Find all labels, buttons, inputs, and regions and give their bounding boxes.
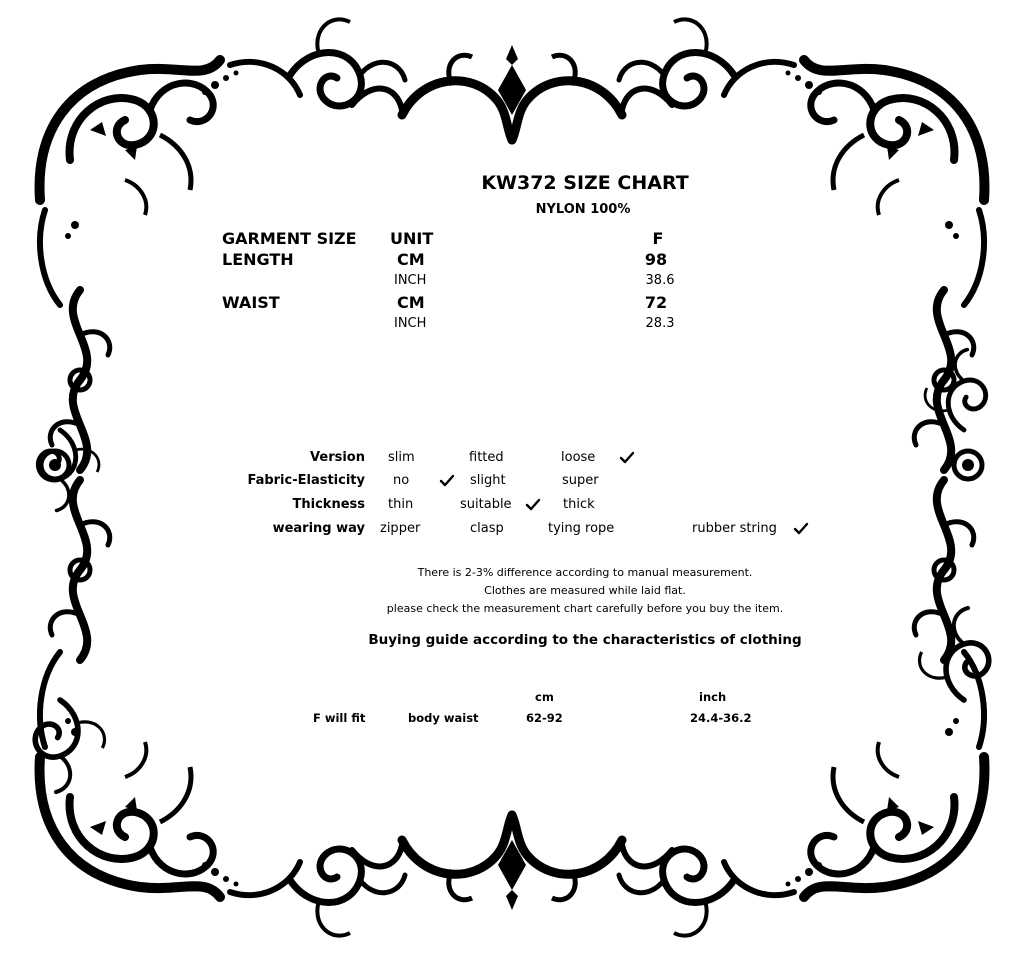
version-label: Version xyxy=(310,450,365,465)
elasticity-option-super: super xyxy=(562,473,599,488)
waist-cm-value: 72 xyxy=(644,293,668,312)
guide-inch-header: inch xyxy=(699,690,727,704)
check-icon xyxy=(525,497,541,513)
version-option-slim: slim xyxy=(388,450,415,465)
wearing-option-tying-rope: tying rope xyxy=(548,521,615,536)
wearing-option-rubber-string: rubber string xyxy=(692,521,777,536)
thickness-option-thin: thin xyxy=(388,497,414,512)
version-option-fitted: fitted xyxy=(469,450,504,465)
elasticity-option-no: no xyxy=(393,473,410,488)
chart-title: KW372 SIZE CHART xyxy=(481,172,689,194)
note-line-2: Clothes are measured while laid flat. xyxy=(484,584,686,597)
wearing-option-zipper: zipper xyxy=(380,521,421,536)
waist-cm-unit: CM xyxy=(397,293,425,312)
waist-inch-unit: INCH xyxy=(394,316,427,331)
check-icon xyxy=(619,450,635,466)
version-option-loose: loose xyxy=(561,450,596,465)
check-icon xyxy=(439,473,455,489)
buying-guide-heading: Buying guide according to the characteristics of clothing xyxy=(368,632,802,648)
length-inch-unit: INCH xyxy=(394,273,427,288)
length-cm-unit: CM xyxy=(397,250,425,269)
thickness-option-suitable: suitable xyxy=(460,497,512,512)
wearing-way-label: wearing way xyxy=(272,521,365,536)
wearing-option-clasp: clasp xyxy=(470,521,504,536)
length-label: LENGTH xyxy=(222,250,294,269)
garment-size-header: GARMENT SIZE xyxy=(222,229,357,248)
check-icon xyxy=(793,521,809,537)
guide-inch-value: 24.4-36.2 xyxy=(690,711,752,725)
length-cm-value: 98 xyxy=(644,250,668,269)
unit-header: UNIT xyxy=(390,229,434,248)
elasticity-option-slight: slight xyxy=(470,473,506,488)
waist-label: WAIST xyxy=(222,293,280,312)
note-line-1: There is 2-3% difference according to manual measurement. xyxy=(417,566,753,579)
fabric-elasticity-label: Fabric-Elasticity xyxy=(247,473,365,488)
thickness-option-thick: thick xyxy=(563,497,595,512)
thickness-label: Thickness xyxy=(292,497,365,512)
size-f-header: F xyxy=(652,229,664,248)
waist-inch-value: 28.3 xyxy=(645,316,675,331)
length-inch-value: 38.6 xyxy=(645,273,675,288)
note-line-3: please check the measurement chart carefully before you buy the item. xyxy=(386,602,784,615)
material-label: NYLON 100% xyxy=(535,202,631,217)
guide-cm-header: cm xyxy=(535,690,554,704)
guide-cm-value: 62-92 xyxy=(526,711,563,725)
guide-measure-label: body waist xyxy=(408,711,479,725)
guide-fit-label: F will fit xyxy=(313,711,366,725)
